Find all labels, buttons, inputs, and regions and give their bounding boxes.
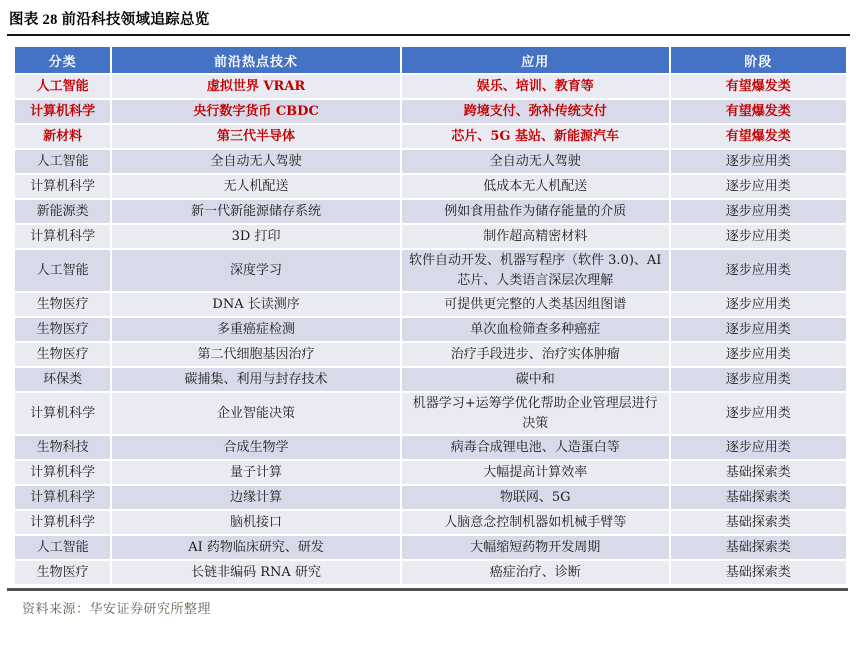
column-header: 阶段 <box>671 47 846 73</box>
category-cell: 新能源类 <box>15 200 110 223</box>
category-cell: 计算机科学 <box>15 225 110 248</box>
tech-cell: 无人机配送 <box>112 175 400 198</box>
tech-cell: DNA 长读测序 <box>112 293 400 316</box>
table-row <box>15 293 846 316</box>
category-cell: 生物医疗 <box>15 561 110 584</box>
title-divider <box>7 34 850 36</box>
table-row <box>15 175 846 198</box>
stage-cell: 基础探索类 <box>671 511 846 534</box>
application-cell: 芯片、5G 基站、新能源汽车 <box>402 125 669 148</box>
application-cell: 机器学习+运筹学优化帮助企业管理层进行决策 <box>402 393 669 434</box>
tech-cell: 深度学习 <box>112 250 400 291</box>
application-cell: 碳中和 <box>402 368 669 391</box>
category-cell: 人工智能 <box>15 75 110 98</box>
table-row <box>15 511 846 534</box>
table-row <box>15 561 846 584</box>
stage-cell: 逐步应用类 <box>671 175 846 198</box>
category-cell: 人工智能 <box>15 536 110 559</box>
application-cell: 物联网、5G <box>402 486 669 509</box>
application-cell: 制作超高精密材料 <box>402 225 669 248</box>
application-cell: 癌症治疗、诊断 <box>402 561 669 584</box>
category-cell: 计算机科学 <box>15 393 110 434</box>
tech-cell: 全自动无人驾驶 <box>112 150 400 173</box>
tech-cell: 边缘计算 <box>112 486 400 509</box>
category-cell: 计算机科学 <box>15 461 110 484</box>
stage-cell: 有望爆发类 <box>671 100 846 123</box>
source-note: 资料来源：华安证券研究所整理 <box>22 602 212 617</box>
stage-cell: 逐步应用类 <box>671 293 846 316</box>
tech-cell: 虚拟世界 VRAR <box>112 75 400 98</box>
stage-cell: 基础探索类 <box>671 536 846 559</box>
frontier-tech-table <box>13 45 848 586</box>
stage-cell: 有望爆发类 <box>671 75 846 98</box>
stage-cell: 逐步应用类 <box>671 200 846 223</box>
table-row <box>15 125 846 148</box>
tech-cell: AI 药物临床研究、研发 <box>112 536 400 559</box>
category-cell: 生物医疗 <box>15 318 110 341</box>
table-row <box>15 368 846 391</box>
column-header: 分类 <box>15 47 110 73</box>
application-cell: 娱乐、培训、教育等 <box>402 75 669 98</box>
table-row <box>15 100 846 123</box>
tech-cell: 第二代细胞基因治疗 <box>112 343 400 366</box>
table-row <box>15 250 846 291</box>
table-row <box>15 486 846 509</box>
stage-cell: 逐步应用类 <box>671 150 846 173</box>
tech-cell: 长链非编码 RNA 研究 <box>112 561 400 584</box>
application-cell: 可提供更完整的人类基因组图谱 <box>402 293 669 316</box>
stage-cell: 逐步应用类 <box>671 393 846 434</box>
application-cell: 单次血检筛查多种癌症 <box>402 318 669 341</box>
table-row <box>15 318 846 341</box>
tech-cell: 第三代半导体 <box>112 125 400 148</box>
application-cell: 治疗手段进步、治疗实体肿瘤 <box>402 343 669 366</box>
application-cell: 例如食用盐作为储存能量的介质 <box>402 200 669 223</box>
table-row <box>15 75 846 98</box>
table-row <box>15 150 846 173</box>
application-cell: 大幅提高计算效率 <box>402 461 669 484</box>
table-row <box>15 393 846 434</box>
stage-cell: 逐步应用类 <box>671 343 846 366</box>
application-cell: 大幅缩短药物开发周期 <box>402 536 669 559</box>
table-row <box>15 461 846 484</box>
table-row <box>15 225 846 248</box>
category-cell: 环保类 <box>15 368 110 391</box>
table-row <box>15 436 846 459</box>
stage-cell: 有望爆发类 <box>671 125 846 148</box>
stage-cell: 基础探索类 <box>671 461 846 484</box>
application-cell: 跨境支付、弥补传统支付 <box>402 100 669 123</box>
stage-cell: 逐步应用类 <box>671 318 846 341</box>
stage-cell: 基础探索类 <box>671 561 846 584</box>
category-cell: 计算机科学 <box>15 511 110 534</box>
category-cell: 生物医疗 <box>15 293 110 316</box>
stage-cell: 逐步应用类 <box>671 436 846 459</box>
tech-cell: 多重癌症检测 <box>112 318 400 341</box>
category-cell: 人工智能 <box>15 150 110 173</box>
stage-cell: 逐步应用类 <box>671 250 846 291</box>
category-cell: 计算机科学 <box>15 100 110 123</box>
tech-cell: 碳捕集、利用与封存技术 <box>112 368 400 391</box>
tech-cell: 新一代新能源储存系统 <box>112 200 400 223</box>
category-cell: 计算机科学 <box>15 175 110 198</box>
tech-cell: 合成生物学 <box>112 436 400 459</box>
category-cell: 新材料 <box>15 125 110 148</box>
category-cell: 生物医疗 <box>15 343 110 366</box>
table-row <box>15 536 846 559</box>
figure-title: 图表 28 前沿科技领域追踪总览 <box>9 12 210 28</box>
application-cell: 全自动无人驾驶 <box>402 150 669 173</box>
category-cell: 生物科技 <box>15 436 110 459</box>
table-row <box>15 200 846 223</box>
application-cell: 软件自动开发、机器写程序（软件 3.0)、AI 芯片、人类语言深层次理解 <box>402 250 669 291</box>
application-cell: 低成本无人机配送 <box>402 175 669 198</box>
tech-cell: 脑机接口 <box>112 511 400 534</box>
column-header: 应用 <box>402 47 669 73</box>
tech-cell: 3D 打印 <box>112 225 400 248</box>
application-cell: 病毒合成锂电池、人造蛋白等 <box>402 436 669 459</box>
tech-cell: 量子计算 <box>112 461 400 484</box>
application-cell: 人脑意念控制机器如机械手臂等 <box>402 511 669 534</box>
stage-cell: 基础探索类 <box>671 486 846 509</box>
column-header: 前沿热点技术 <box>112 47 400 73</box>
table-row <box>15 343 846 366</box>
category-cell: 计算机科学 <box>15 486 110 509</box>
stage-cell: 逐步应用类 <box>671 368 846 391</box>
tech-cell: 企业智能决策 <box>112 393 400 434</box>
category-cell: 人工智能 <box>15 250 110 291</box>
stage-cell: 逐步应用类 <box>671 225 846 248</box>
tech-cell: 央行数字货币 CBDC <box>112 100 400 123</box>
table-header-row <box>15 47 846 73</box>
